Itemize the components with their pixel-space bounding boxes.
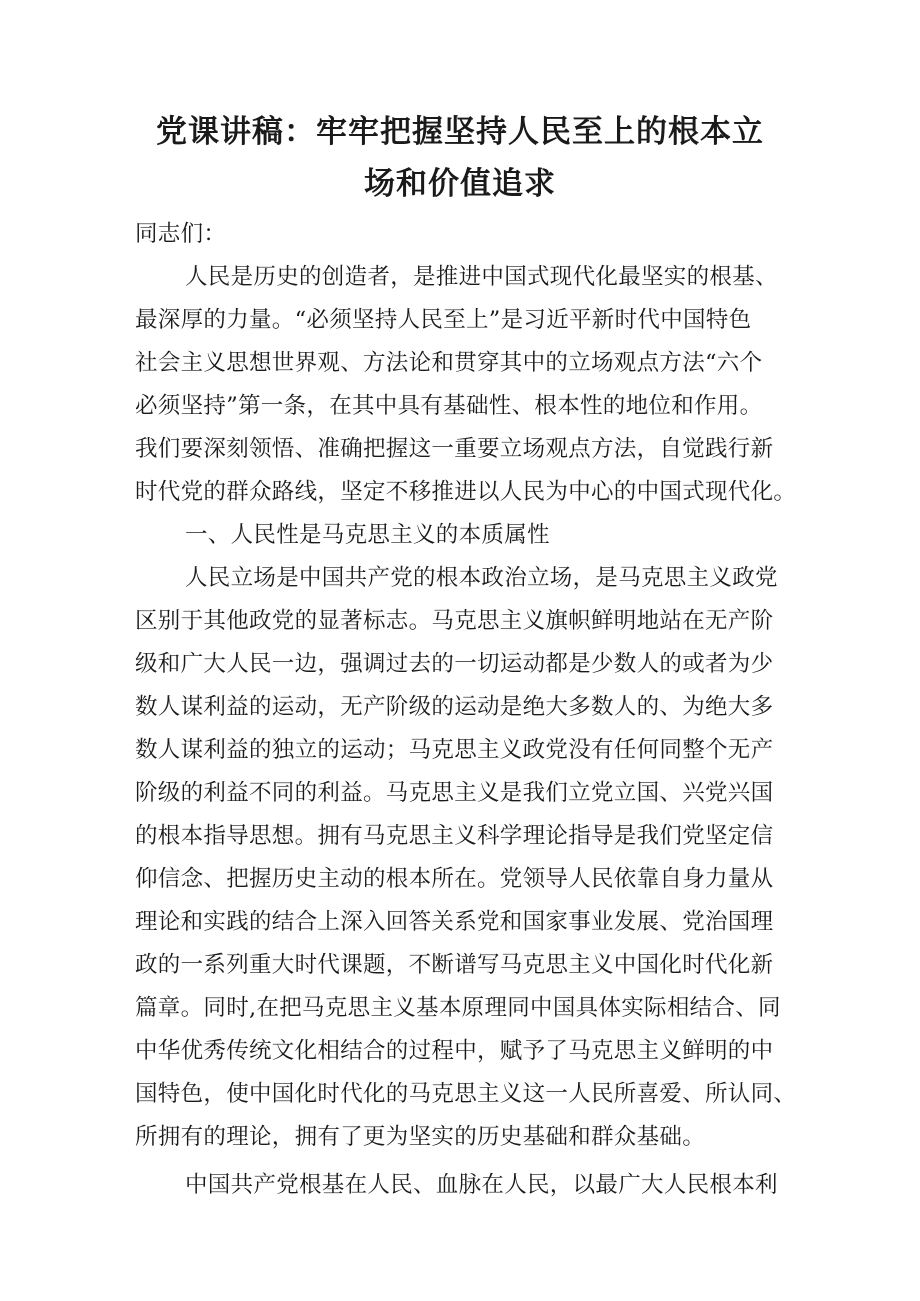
- document-title-line-1: 党课讲稿：牢牢把握坚持人民至上的根本立: [156, 114, 764, 150]
- paragraph-line: 区别于其他政党的显著标志。马克思主义旗帜鲜明地站在无产阶: [135, 608, 774, 634]
- paragraph-line: 级和广大人民一边，强调过去的一切运动都是少数人的或者为少: [135, 651, 774, 677]
- greeting: 同志们：: [135, 221, 227, 247]
- paragraph-line: 政的一系列重大时代课题，不断谱写马克思主义中国化时代化新: [135, 952, 774, 978]
- paragraph-line: 中国共产党根基在人民、血脉在人民，以最广大人民根本利: [185, 1172, 778, 1198]
- paragraph-line: 数人谋利益的运动，无产阶级的运动是绝大多数人的、为绝大多: [135, 694, 774, 720]
- paragraph-line: 人民立场是中国共产党的根本政治立场，是马克思主义政党: [185, 565, 778, 591]
- paragraph-line: 必须坚持”第一条，在其中具有基础性、根本性的地位和作用。: [135, 393, 763, 419]
- paragraph-line: 阶级的利益不同的利益。马克思主义是我们立党立国、兴党兴国: [135, 780, 774, 806]
- paragraph-line: 国特色，使中国化时代化的马克思主义这一人民所喜爱、所认同、: [135, 1081, 797, 1107]
- paragraph-line: 仰信念、把握历史主动的根本所在。党领导人民依靠自身力量从: [135, 866, 774, 892]
- paragraph-line: 最深厚的力量。“必须坚持人民至上”是习近平新时代中国特色: [135, 307, 752, 333]
- paragraph-line: 时代党的群众路线，坚定不移推进以人民为中心的中国式现代化。: [135, 479, 797, 505]
- document-title-line-2: 场和价值追求: [364, 166, 556, 202]
- paragraph-line: 数人谋利益的独立的运动；马克思主义政党没有任何同整个无产: [135, 737, 774, 763]
- paragraph-line: 篇章。同时,在把马克思主义基本原理同中国具体实际相结合、同: [135, 995, 781, 1021]
- paragraph-line: 的根本指导思想。拥有马克思主义科学理论指导是我们党坚定信: [135, 823, 774, 849]
- paragraph-line: 社会主义思想世界观、方法论和贯穿其中的立场观点方法“六个: [135, 350, 763, 376]
- paragraph-line: 人民是历史的创造者，是推进中国式现代化最坚实的根基、: [185, 264, 778, 290]
- paragraph-line: 理论和实践的结合上深入回答关系党和国家事业发展、党治国理: [135, 909, 774, 935]
- section-heading: 一、人民性是马克思主义的本质属性: [185, 522, 550, 548]
- paragraph-line: 中华优秀传统文化相结合的过程中，赋予了马克思主义鲜明的中: [135, 1038, 774, 1064]
- paragraph-line: 我们要深刻领悟、准确把握这一重要立场观点方法，自觉践行新: [135, 436, 774, 462]
- paragraph-line: 所拥有的理论，拥有了更为坚实的历史基础和群众基础。: [135, 1124, 706, 1150]
